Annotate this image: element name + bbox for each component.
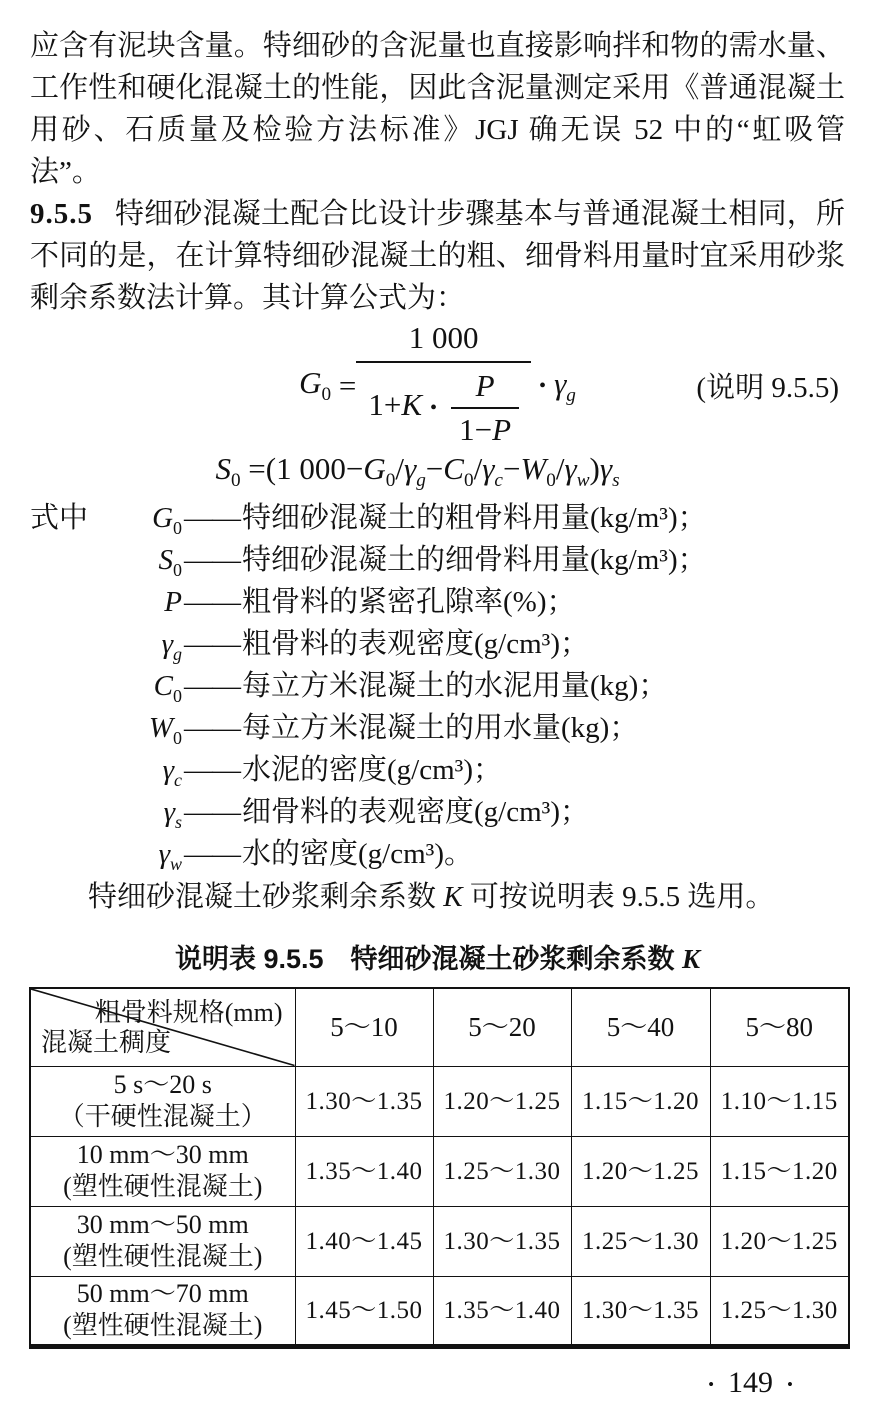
def-description: 特细砂混凝土的细骨料用量(kg/m³)； [242, 544, 707, 576]
s0-gamma-g-sub: g [416, 470, 426, 492]
def-row [30, 749, 845, 791]
where-label: 式中 [30, 502, 89, 534]
def-dash: —— [184, 544, 240, 576]
def-description: 特细砂混凝土的粗骨料用量(kg/m³)； [242, 502, 707, 534]
page-number [30, 1365, 845, 1403]
s0-sub: 0 [230, 470, 241, 492]
multiply-dot: • [430, 396, 438, 419]
value-cell: 1.25～1.30 [571, 1206, 710, 1276]
formula-g0-lhs-sub: 0 [321, 383, 332, 405]
equals-sign: = [338, 367, 357, 403]
value-cell: 1.35～1.40 [295, 1136, 433, 1206]
slash-2: / [473, 451, 483, 486]
row-spec: 50 mm～70 mm [76, 1279, 249, 1308]
row-spec: 30 mm～50 mm [76, 1210, 249, 1239]
def-description: 水泥的密度(g/cm³)； [242, 754, 502, 786]
def-dash: —— [184, 628, 240, 660]
value-cell: 1.30～1.35 [433, 1206, 571, 1276]
s0-C: C [443, 451, 464, 486]
paragraph-intro: 应含有泥块含量。特细砂的含泥量也直接影响拌和物的需水量、工作性和硬化混凝土的性能，因此含泥量测定采用《普通混凝土用砂、石质量及检验方法标准》JGJ 确无误 52 中的“虹吸管法”。 [30, 30, 845, 188]
def-dash: —— [184, 754, 240, 786]
def-row [30, 791, 845, 833]
corner-label-consistency: 混凝土稠度 [41, 1027, 172, 1057]
row-type: (塑性硬性混凝土) [63, 1311, 263, 1340]
diagonal-header-cell [30, 988, 295, 1066]
slash-3: / [555, 451, 565, 486]
den-K: K [401, 387, 423, 423]
formula-g0-lhs: G [299, 364, 322, 400]
def-symbol: $\gamma_c$ [162, 754, 182, 790]
value-cell: 1.20～1.25 [571, 1136, 710, 1206]
inner-one-minus: 1− [459, 412, 493, 447]
row-spec-cell [30, 1136, 295, 1206]
slash-1: / [395, 451, 404, 486]
def-dash: —— [184, 586, 240, 618]
row-type: （干硬性混凝土） [58, 1102, 267, 1131]
minus-2: − [502, 451, 521, 486]
formula-g0 [30, 320, 845, 447]
s0-close: ) [589, 451, 600, 486]
formula-s0 [30, 451, 805, 492]
section-text: 特细砂混凝土配合比设计步骤基本与普通混凝土相同，所不同的是，在计算特细砂混凝土的粗、细骨料用量时宜采用砂浆剩余系数法计算。其计算公式为： [30, 198, 845, 314]
s0-G-sub: 0 [385, 470, 396, 492]
s0-gamma-c-sub: c [494, 470, 503, 492]
value-cell: 1.45～1.50 [295, 1276, 433, 1346]
k-sentence-pre: 特细砂混凝土砂浆剩余系数 [88, 881, 444, 913]
def-symbol: $\gamma_s$ [163, 796, 182, 832]
def-dash: —— [184, 796, 240, 828]
def-symbol: $W_0$ [148, 712, 182, 748]
def-row [30, 833, 845, 875]
def-row [30, 707, 845, 749]
table-row [30, 1136, 849, 1206]
corner-label-spec: 粗骨料规格(mm) [94, 998, 283, 1027]
def-row [30, 665, 845, 707]
inner-P: P [492, 412, 511, 447]
def-symbol: $S_0$ [158, 544, 182, 580]
value-cell: 1.40～1.45 [295, 1206, 433, 1276]
k-sentence-post: 可按说明表 9.5.5 选用。 [462, 881, 775, 913]
def-dash: —— [184, 502, 240, 534]
gamma-g: γ [554, 366, 567, 401]
def-description: 每立方米混凝土的用水量(kg)； [242, 712, 639, 744]
def-dash: —— [184, 838, 240, 870]
def-description: 细骨料的表观密度(g/cm³)； [242, 796, 589, 828]
den-one-plus: 1+ [368, 387, 402, 423]
def-row [30, 623, 845, 665]
table-row [30, 1206, 849, 1276]
s0-var: S [215, 451, 231, 486]
def-symbol: $C_0$ [153, 670, 182, 706]
k-sentence-K: K [443, 881, 463, 913]
table-title-K: K [682, 944, 701, 974]
fraction-numerator: 1 000 [408, 320, 479, 355]
minus-1: − [425, 451, 444, 486]
row-type: (塑性硬性混凝土) [63, 1242, 263, 1271]
inner-denominator [451, 407, 519, 448]
def-dash: —— [184, 670, 240, 702]
row-type: (塑性硬性混凝土) [63, 1172, 263, 1201]
where-list [30, 497, 845, 875]
row-spec: 10 mm～30 mm [76, 1140, 249, 1169]
value-cell: 1.10～1.15 [710, 1066, 849, 1136]
row-spec-cell [30, 1206, 295, 1276]
page-number-bullet-left: • [708, 1374, 715, 1394]
s0-gamma-w: γ [564, 451, 577, 486]
value-cell: 1.30～1.35 [571, 1276, 710, 1346]
table-row [30, 1276, 849, 1346]
s0-gamma-g: γ [403, 451, 417, 486]
inner-numerator-P: P [475, 368, 495, 403]
s0-gamma-s-sub: s [612, 470, 620, 492]
def-dash: —— [184, 712, 240, 744]
s0-gamma-s: γ [599, 451, 613, 486]
row-spec: 5 s～20 s [113, 1070, 212, 1099]
def-description: 水的密度(g/cm³)。 [242, 838, 473, 870]
row-spec-cell [30, 1066, 295, 1136]
value-cell: 1.20～1.25 [710, 1206, 849, 1276]
table-title-text: 说明表 9.5.5 特细砂混凝土砂浆剩余系数 [174, 944, 683, 974]
fraction-denominator [356, 361, 531, 448]
k-selection-sentence [30, 876, 845, 918]
value-cell: 1.35～1.40 [433, 1276, 571, 1346]
row-spec-cell [30, 1276, 295, 1346]
value-cell: 1.25～1.30 [433, 1136, 571, 1206]
s0-G: G [363, 451, 386, 486]
value-cell: 1.20～1.25 [433, 1066, 571, 1136]
multiply-dot-2: • [539, 375, 547, 398]
def-symbol: $G_0$ [152, 502, 182, 538]
column-header: 5～40 [571, 988, 710, 1066]
gamma-g-sub: g [566, 385, 576, 407]
table-row [30, 1066, 849, 1136]
s0-open: =(1 000− [248, 451, 364, 486]
def-row [30, 539, 845, 581]
def-symbol: $\gamma_w$ [158, 838, 182, 874]
s0-gamma-c: γ [482, 451, 495, 486]
value-cell: 1.30～1.35 [295, 1066, 433, 1136]
column-header: 5～20 [433, 988, 571, 1066]
column-header: 5～80 [710, 988, 849, 1066]
def-symbol: P [164, 586, 182, 618]
s0-W-sub: 0 [546, 470, 556, 492]
page-number-value: 149 [728, 1365, 774, 1399]
formula-tag: (说明 9.5.5) [696, 372, 839, 404]
column-header: 5～10 [295, 988, 433, 1066]
def-symbol: $\gamma_g$ [161, 628, 182, 664]
table-header-row [30, 988, 849, 1066]
def-description: 每立方米混凝土的水泥用量(kg)； [242, 670, 668, 702]
value-cell: 1.15～1.20 [571, 1066, 710, 1136]
fraction-inner [451, 368, 519, 448]
value-cell: 1.25～1.30 [710, 1276, 849, 1346]
table-title [30, 943, 845, 975]
value-cell: 1.15～1.20 [710, 1136, 849, 1206]
section-9-5-5-paragraph [30, 193, 845, 319]
fraction-main [356, 320, 531, 448]
def-row [30, 497, 845, 539]
def-description: 粗骨料的紧密孔隙率(%)； [242, 586, 576, 618]
def-row [30, 581, 845, 623]
s0-C-sub: 0 [463, 470, 474, 492]
page-number-bullet-right: • [787, 1374, 793, 1394]
s0-gamma-w-sub: w [576, 470, 590, 492]
def-description: 粗骨料的表观密度(g/cm³)； [242, 628, 589, 660]
section-number: 9.5.5 [30, 198, 93, 230]
s0-W: W [520, 451, 547, 486]
coefficient-table [29, 987, 850, 1349]
